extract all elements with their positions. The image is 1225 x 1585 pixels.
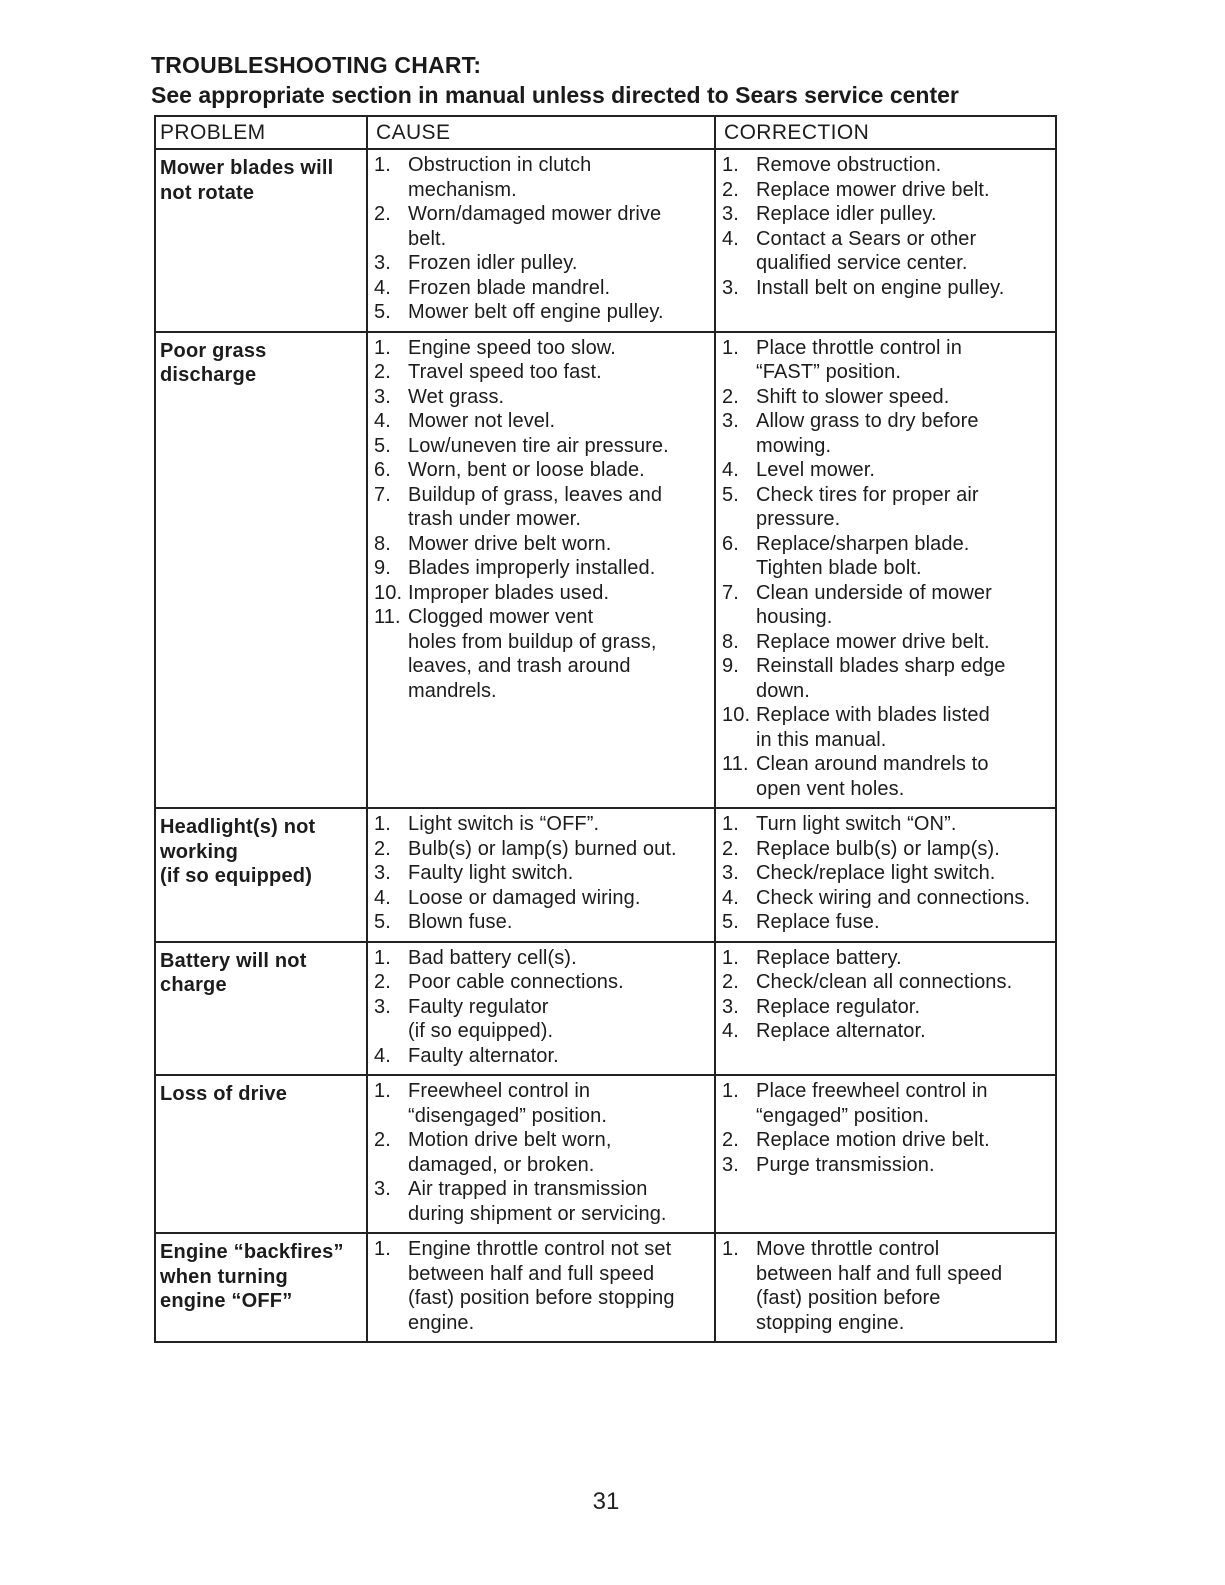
item-text: Bad battery cell(s). (408, 946, 577, 969)
cause-item (372, 458, 710, 483)
item-number: 9. (722, 655, 739, 677)
item-text: Replace with blades listed in this manual. (756, 704, 990, 751)
page-title: TROUBLESHOOTING CHART: (151, 52, 482, 78)
correction-item (720, 1153, 1051, 1178)
item-number: 3. (374, 995, 391, 1018)
correction-item (720, 1128, 1051, 1153)
cause-item (372, 153, 710, 202)
correction-item (720, 1079, 1051, 1128)
item-number: 1. (374, 1238, 391, 1260)
troubleshooting-chart (154, 115, 1057, 1343)
item-text: Mower drive belt worn. (408, 532, 612, 555)
item-number: 3. (722, 1153, 739, 1176)
correction-item (720, 946, 1051, 971)
item-text: Replace alternator. (756, 1020, 926, 1042)
cause-item (372, 1044, 710, 1069)
item-text: Worn, bent or loose blade. (408, 459, 645, 481)
item-number: 3. (722, 410, 739, 432)
item-number: 4. (374, 886, 391, 909)
cause-item (372, 1079, 710, 1128)
correction-item (720, 458, 1051, 483)
item-text: Purge transmission. (756, 1153, 935, 1176)
cause-item (372, 581, 710, 606)
item-text: Move throttle control between half and full speed (fast) position before stopping engine. (756, 1238, 1003, 1334)
item-number: 3. (722, 862, 739, 884)
item-number: 3. (374, 1178, 391, 1200)
item-text: Poor cable connections. (408, 971, 624, 993)
item-number: 1. (374, 1080, 391, 1102)
item-number: 3. (374, 385, 391, 408)
cause-item (372, 434, 710, 459)
chart-row (156, 1232, 1055, 1341)
item-text: Check wiring and connections. (756, 886, 1031, 909)
cause-item (372, 409, 710, 434)
item-text: Level mower. (756, 459, 876, 481)
cause-item (372, 300, 710, 325)
cause-item (372, 995, 710, 1044)
item-text: Replace idler pulley. (756, 203, 937, 225)
cause-cell (366, 333, 714, 808)
item-number: 4. (722, 1020, 739, 1042)
correction-cell (714, 333, 1055, 808)
item-number: 8. (722, 630, 739, 653)
chart-body (156, 148, 1055, 1341)
item-text: Replace mower drive belt. (756, 630, 990, 653)
cause-item (372, 360, 710, 385)
header-correction: CORRECTION (714, 117, 1055, 148)
item-text: Clean underside of mower housing. (756, 581, 992, 628)
correction-item (720, 630, 1051, 655)
correction-item (720, 970, 1051, 995)
correction-item (720, 409, 1051, 458)
item-text: Reinstall blades sharp edge down. (756, 655, 1006, 702)
item-number: 10. (374, 581, 403, 604)
cause-item (372, 837, 710, 862)
problem-cell: Poor grass discharge (160, 339, 267, 386)
page-subtitle: See appropriate section in manual unless directed to Sears service center (151, 82, 959, 108)
item-number: 10. (722, 704, 751, 726)
item-text: Blown fuse. (408, 911, 513, 933)
item-number: 2. (374, 203, 391, 225)
item-number: 5. (374, 911, 391, 933)
item-number: 9. (374, 557, 391, 579)
chart-row (156, 807, 1055, 941)
page-number: 31 (592, 1488, 620, 1515)
problem-cell: Loss of drive (160, 1083, 288, 1105)
item-number: 1. (374, 336, 391, 359)
item-number: 1. (722, 813, 739, 835)
header-problem: PROBLEM (160, 121, 266, 144)
correction-item (720, 910, 1051, 935)
correction-item (720, 178, 1051, 203)
correction-item (720, 227, 1051, 276)
item-number: 6. (722, 532, 739, 555)
item-number: 2. (374, 361, 391, 383)
problem-cell: Engine “backfires” when turning engine “OFF” (160, 1241, 344, 1312)
item-text: Check tires for proper air pressure. (756, 483, 979, 530)
correction-item (720, 837, 1051, 862)
correction-item (720, 812, 1051, 837)
cause-cell (366, 1234, 714, 1341)
item-number: 7. (722, 581, 739, 604)
item-number: 5. (374, 301, 391, 323)
item-number: 4. (374, 276, 391, 299)
cause-item (372, 202, 710, 251)
item-number: 1. (722, 154, 739, 176)
item-text: Obstruction in clutch mechanism. (408, 154, 592, 201)
chart-row (156, 148, 1055, 331)
item-number: 1. (374, 154, 391, 176)
cause-item (372, 970, 710, 995)
item-number: 4. (722, 227, 739, 250)
item-text: Low/uneven tire air pressure. (408, 434, 669, 457)
correction-cell (714, 150, 1055, 331)
item-text: Replace regulator. (756, 995, 921, 1018)
item-text: Faulty regulator (if so equipped). (408, 995, 554, 1042)
problem-cell: Battery will not charge (160, 949, 307, 996)
item-text: Allow grass to dry before mowing. (756, 410, 979, 457)
item-text: Frozen blade mandrel. (408, 276, 611, 299)
correction-item (720, 385, 1051, 410)
item-text: Install belt on engine pulley. (756, 276, 1005, 299)
item-text: Light switch is “OFF”. (408, 813, 600, 835)
correction-item (720, 654, 1051, 703)
correction-cell (714, 1234, 1055, 1341)
correction-cell (714, 809, 1055, 941)
item-number: 3. (722, 995, 739, 1018)
item-text: Check/replace light switch. (756, 862, 996, 884)
item-text: Replace fuse. (756, 911, 880, 933)
cause-item (372, 812, 710, 837)
correction-item (720, 336, 1051, 385)
correction-item (720, 581, 1051, 630)
item-text: Buildup of grass, leaves and trash under mower. (408, 483, 663, 530)
cause-item (372, 532, 710, 557)
item-text: Bulb(s) or lamp(s) burned out. (408, 837, 677, 860)
item-number: 3. (722, 276, 739, 299)
item-text: Turn light switch “ON”. (756, 813, 957, 835)
item-text: Contact a Sears or other qualified service center. (756, 227, 977, 274)
item-number: 3. (374, 862, 391, 884)
item-text: Replace mower drive belt. (756, 178, 990, 201)
cause-item (372, 385, 710, 410)
correction-item (720, 886, 1051, 911)
item-number: 2. (374, 1129, 391, 1151)
cause-cell (366, 809, 714, 941)
cause-item (372, 251, 710, 276)
item-number: 3. (374, 252, 391, 274)
correction-item (720, 276, 1051, 301)
cause-item (372, 1237, 710, 1335)
item-number: 11. (374, 606, 401, 628)
correction-item (720, 1019, 1051, 1044)
item-number: 2. (722, 1129, 739, 1151)
correction-cell (714, 943, 1055, 1075)
item-text: Remove obstruction. (756, 154, 942, 176)
chart-row (156, 1074, 1055, 1232)
cause-cell (366, 1076, 714, 1232)
correction-item (720, 483, 1051, 532)
cause-item (372, 1177, 710, 1226)
item-number: 1. (722, 336, 739, 359)
item-number: 2. (722, 385, 739, 408)
cause-item (372, 556, 710, 581)
item-number: 4. (722, 459, 739, 481)
cause-cell (366, 150, 714, 331)
item-text: Improper blades used. (408, 581, 610, 604)
item-text: Mower belt off engine pulley. (408, 301, 664, 323)
item-number: 1. (722, 946, 739, 969)
item-text: Faulty light switch. (408, 862, 574, 884)
item-text: Place freewheel control in “engaged” position. (756, 1080, 988, 1127)
correction-item (720, 1237, 1051, 1335)
item-text: Freewheel control in “disengaged” position. (408, 1080, 607, 1127)
item-text: Blades improperly installed. (408, 557, 656, 579)
item-number: 1. (722, 1238, 739, 1260)
cause-cell (366, 943, 714, 1075)
chart-row (156, 941, 1055, 1075)
item-number: 2. (374, 971, 391, 993)
item-number: 5. (722, 911, 739, 933)
item-text: Shift to slower speed. (756, 385, 950, 408)
item-number: 11. (722, 753, 749, 775)
item-number: 2. (722, 178, 739, 201)
problem-cell: Mower blades will not rotate (160, 157, 334, 204)
cause-item (372, 483, 710, 532)
item-text: Worn/damaged mower drive belt. (408, 203, 662, 250)
item-text: Wet grass. (408, 385, 505, 408)
item-text: Clean around mandrels to open vent holes. (756, 753, 989, 800)
item-text: Faulty alternator. (408, 1044, 559, 1067)
item-text: Replace bulb(s) or lamp(s). (756, 837, 1000, 860)
item-number: 2. (374, 837, 391, 860)
item-number: 2. (722, 971, 739, 993)
correction-cell (714, 1076, 1055, 1232)
item-text: Travel speed too fast. (408, 361, 602, 383)
item-text: Air trapped in transmission during shipment or servicing. (408, 1178, 667, 1225)
item-text: Engine speed too slow. (408, 336, 616, 359)
item-text: Clogged mower vent holes from buildup of grass, leaves, and trash around mandrels. (408, 606, 657, 702)
item-number: 8. (374, 532, 391, 555)
item-number: 2. (722, 837, 739, 860)
item-number: 6. (374, 459, 391, 481)
item-text: Engine throttle control not set between half and full speed (fast) position before stopping engine. (408, 1238, 675, 1334)
item-number: 4. (374, 410, 391, 432)
item-number: 5. (722, 483, 739, 506)
header-cause: CAUSE (366, 117, 714, 148)
item-text: Place throttle control in “FAST” position. (756, 336, 962, 383)
chart-row (156, 331, 1055, 808)
item-text: Replace battery. (756, 946, 902, 969)
item-number: 5. (374, 434, 391, 457)
cause-item (372, 276, 710, 301)
correction-item (720, 995, 1051, 1020)
item-text: Mower not level. (408, 410, 556, 432)
cause-item (372, 605, 710, 703)
item-text: Frozen idler pulley. (408, 252, 578, 274)
correction-item (720, 861, 1051, 886)
item-text: Check/clean all connections. (756, 971, 1013, 993)
item-number: 4. (722, 886, 739, 909)
item-number: 7. (374, 483, 391, 506)
correction-item (720, 202, 1051, 227)
cause-item (372, 886, 710, 911)
item-text: Replace/sharpen blade. Tighten blade bolt. (756, 532, 970, 579)
item-text: Replace motion drive belt. (756, 1129, 990, 1151)
cause-item (372, 1128, 710, 1177)
item-number: 1. (722, 1080, 739, 1102)
item-text: Loose or damaged wiring. (408, 886, 641, 909)
correction-item (720, 532, 1051, 581)
item-number: 1. (374, 813, 391, 835)
item-number: 1. (374, 946, 391, 969)
correction-item (720, 153, 1051, 178)
correction-item (720, 752, 1051, 801)
item-number: 4. (374, 1044, 391, 1067)
item-number: 3. (722, 203, 739, 225)
cause-item (372, 910, 710, 935)
cause-item (372, 861, 710, 886)
chart-header-row (156, 117, 1055, 148)
correction-item (720, 703, 1051, 752)
cause-item (372, 946, 710, 971)
problem-cell: Headlight(s) not working (if so equipped) (160, 816, 316, 887)
item-text: Motion drive belt worn, damaged, or broken. (408, 1129, 612, 1176)
cause-item (372, 336, 710, 361)
